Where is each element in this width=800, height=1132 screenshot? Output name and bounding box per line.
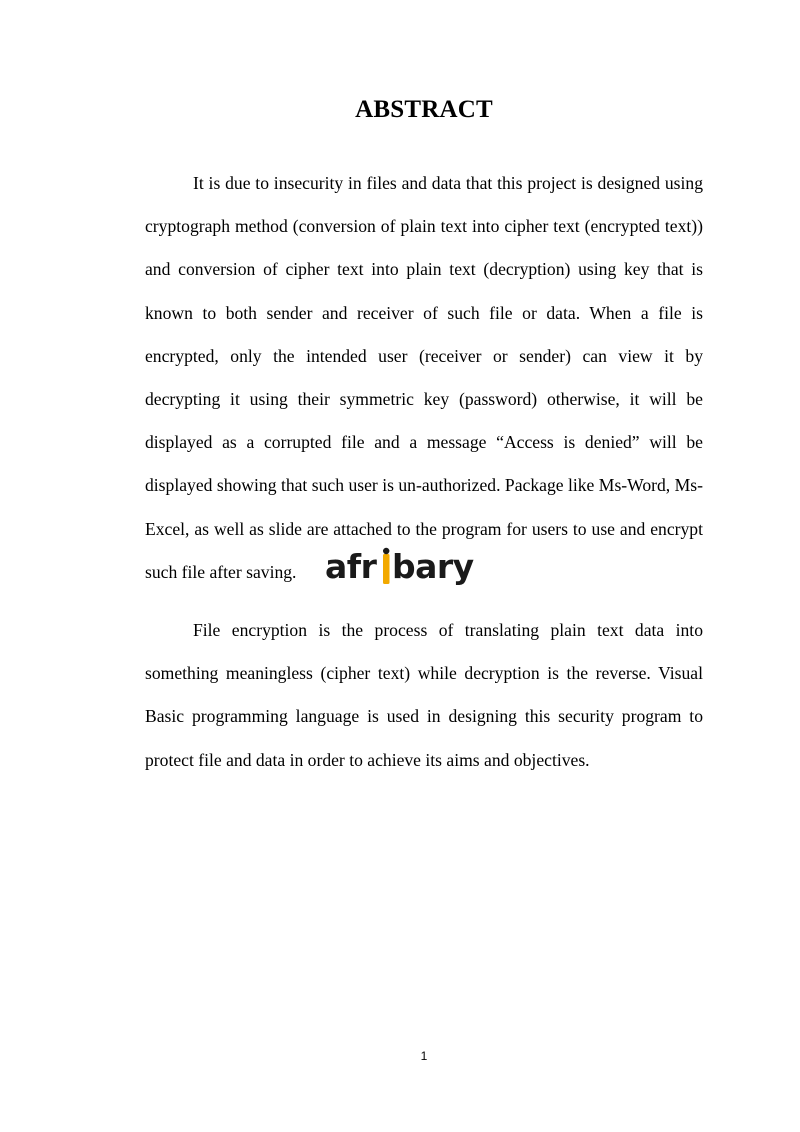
abstract-paragraph-1: It is due to insecurity in files and data that this project is designed using cryptograph method (conversion of plain text into cipher text (encrypted text)) and conversion of cipher text into plain text (decryption) using key that is known to both sender and receiver of such file or data. When a file is encrypted, only the intended user (receiver or sender) can view it by decrypting it using their symmetric key (password) otherwise, it will be displayed as a corrupted file and a message “Access is denied” will be displayed showing that such user is un-authorized. Package like Ms-Word, Ms- Excel, as well as slide are attached to the program for users to use and encrypt such file after saving.: [145, 173, 703, 582]
svg-text:bary: bary: [392, 547, 474, 586]
abstract-paragraph-2: File encryption is the process of translating plain text data into something meaningless (cipher text) while decryption is the reverse. Visual Basic programming language is used in designing this security program to protect file and data in order to achieve its aims and objectives.: [145, 620, 703, 770]
svg-text:afr: afr: [325, 547, 377, 586]
page-title: ABSTRACT: [355, 96, 493, 123]
page-number: 1: [420, 1049, 428, 1063]
afribary-watermark-logo: [323, 546, 478, 592]
